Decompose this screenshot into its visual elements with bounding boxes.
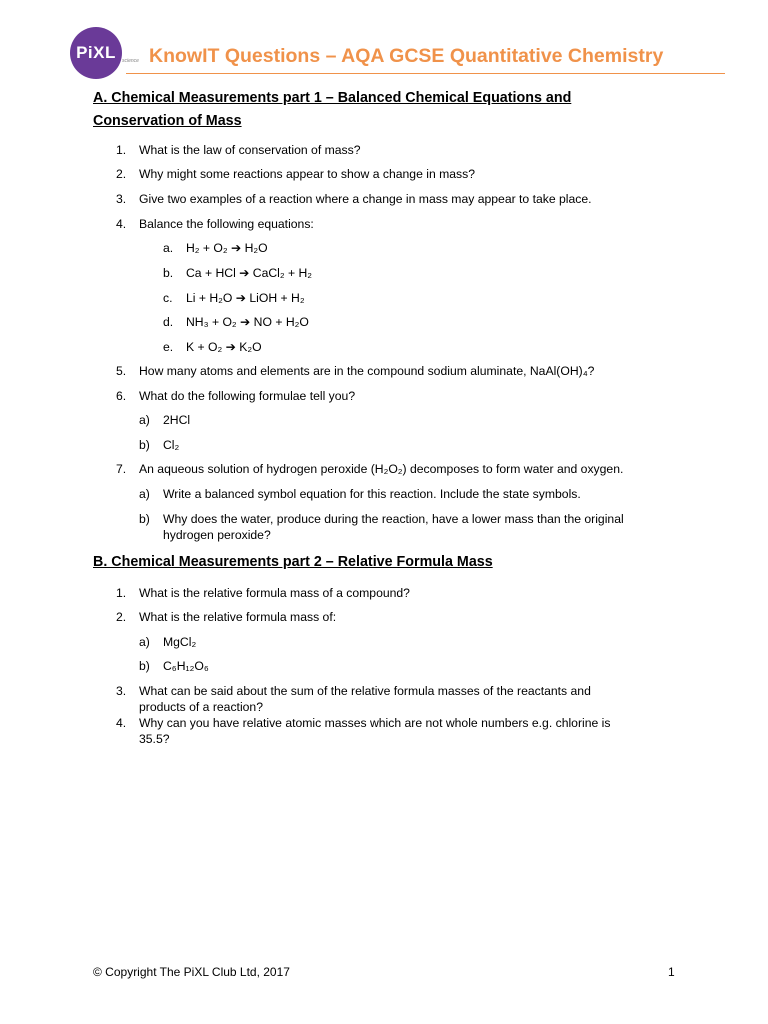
question-text: What is the law of conservation of mass? [139,143,361,157]
sub-question-text-line1: Why does the water, produce during the reaction, have a lower mass than the original [163,512,624,526]
footer-copyright: © Copyright The PiXL Club Ltd, 2017 [93,965,290,979]
question-number: 2. [116,610,127,624]
equation-text: Ca + HCl ➔ CaCl₂ + H₂ [186,266,313,280]
equation-text: K + O₂ ➔ K₂O [186,340,262,354]
equation-label: c. [163,291,173,305]
sub-question-label: b) [139,659,150,673]
question-text-line2: 35.5? [139,732,170,746]
page-number: 1 [668,965,675,979]
equation-text: Li + H₂O ➔ LiOH + H₂ [186,291,305,305]
question-text: Why might some reactions appear to show a change in mass? [139,167,476,181]
page-title: KnowIT Questions – AQA GCSE Quantitative Chemistry [149,45,664,67]
sub-question-label: a) [139,413,150,427]
question-text-line1: Why can you have relative atomic masses which are not whole numbers e.g. chlorine is [139,716,611,730]
section-b-heading [93,551,493,574]
sub-question-label: a) [139,487,150,501]
equation-label: b. [163,266,174,280]
equation-label: d. [163,315,174,329]
logo-subtext: science [122,58,139,64]
equation-label: e. [163,340,174,354]
sub-question-label: b) [139,512,150,526]
logo-text: PiXL [76,43,116,62]
question-text-line2: products of a reaction? [139,700,263,714]
sub-question-text-line2: hydrogen peroxide? [163,528,271,542]
section-b-heading-text: B. Chemical Measurements part 2 – Relative Formula Mass [93,554,493,570]
equation-text: H₂ + O₂ ➔ H₂O [186,241,268,255]
section-a-heading [93,87,571,133]
sub-question-text: MgCl₂ [163,635,197,649]
question-number: 5. [116,364,127,378]
question-number: 4. [116,716,127,730]
question-text: What do the following formulae tell you? [139,389,356,403]
question-number: 6. [116,389,127,403]
sub-question-text: Cl₂ [163,438,180,452]
section-a-heading-line1: A. Chemical Measurements part 1 – Balanced Chemical Equations and [93,90,572,106]
sub-question-label: a) [139,635,150,649]
question-text: What is the relative formula mass of a compound? [139,586,410,600]
question-text: Balance the following equations: [139,217,314,231]
question-number: 1. [116,586,127,600]
question-text: What is the relative formula mass of: [139,610,337,624]
equation-text: NH₃ + O₂ ➔ NO + H₂O [186,315,309,329]
question-number: 3. [116,192,127,206]
question-text: How many atoms and elements are in the compound sodium aluminate, NaAl(OH)₄? [139,364,595,378]
sub-question-text: C₆H₁₂O₆ [163,659,209,673]
title-divider [126,73,725,74]
sub-question-text: 2HCl [163,413,191,427]
question-text-line1: What can be said about the sum of the relative formula masses of the reactants and [139,684,591,698]
equation-label: a. [163,241,174,255]
question-number: 4. [116,217,127,231]
question-number: 3. [116,684,127,698]
question-number: 7. [116,462,127,476]
pixl-logo [70,27,122,79]
section-a-heading-line2: Conservation of Mass [93,113,242,129]
question-text: An aqueous solution of hydrogen peroxide (H₂O₂) decomposes to form water and oxygen. [139,462,624,476]
question-number: 1. [116,143,127,157]
sub-question-text: Write a balanced symbol equation for this reaction. Include the state symbols. [163,487,581,501]
question-text: Give two examples of a reaction where a change in mass may appear to take place. [139,192,592,206]
question-number: 2. [116,167,127,181]
sub-question-label: b) [139,438,150,452]
